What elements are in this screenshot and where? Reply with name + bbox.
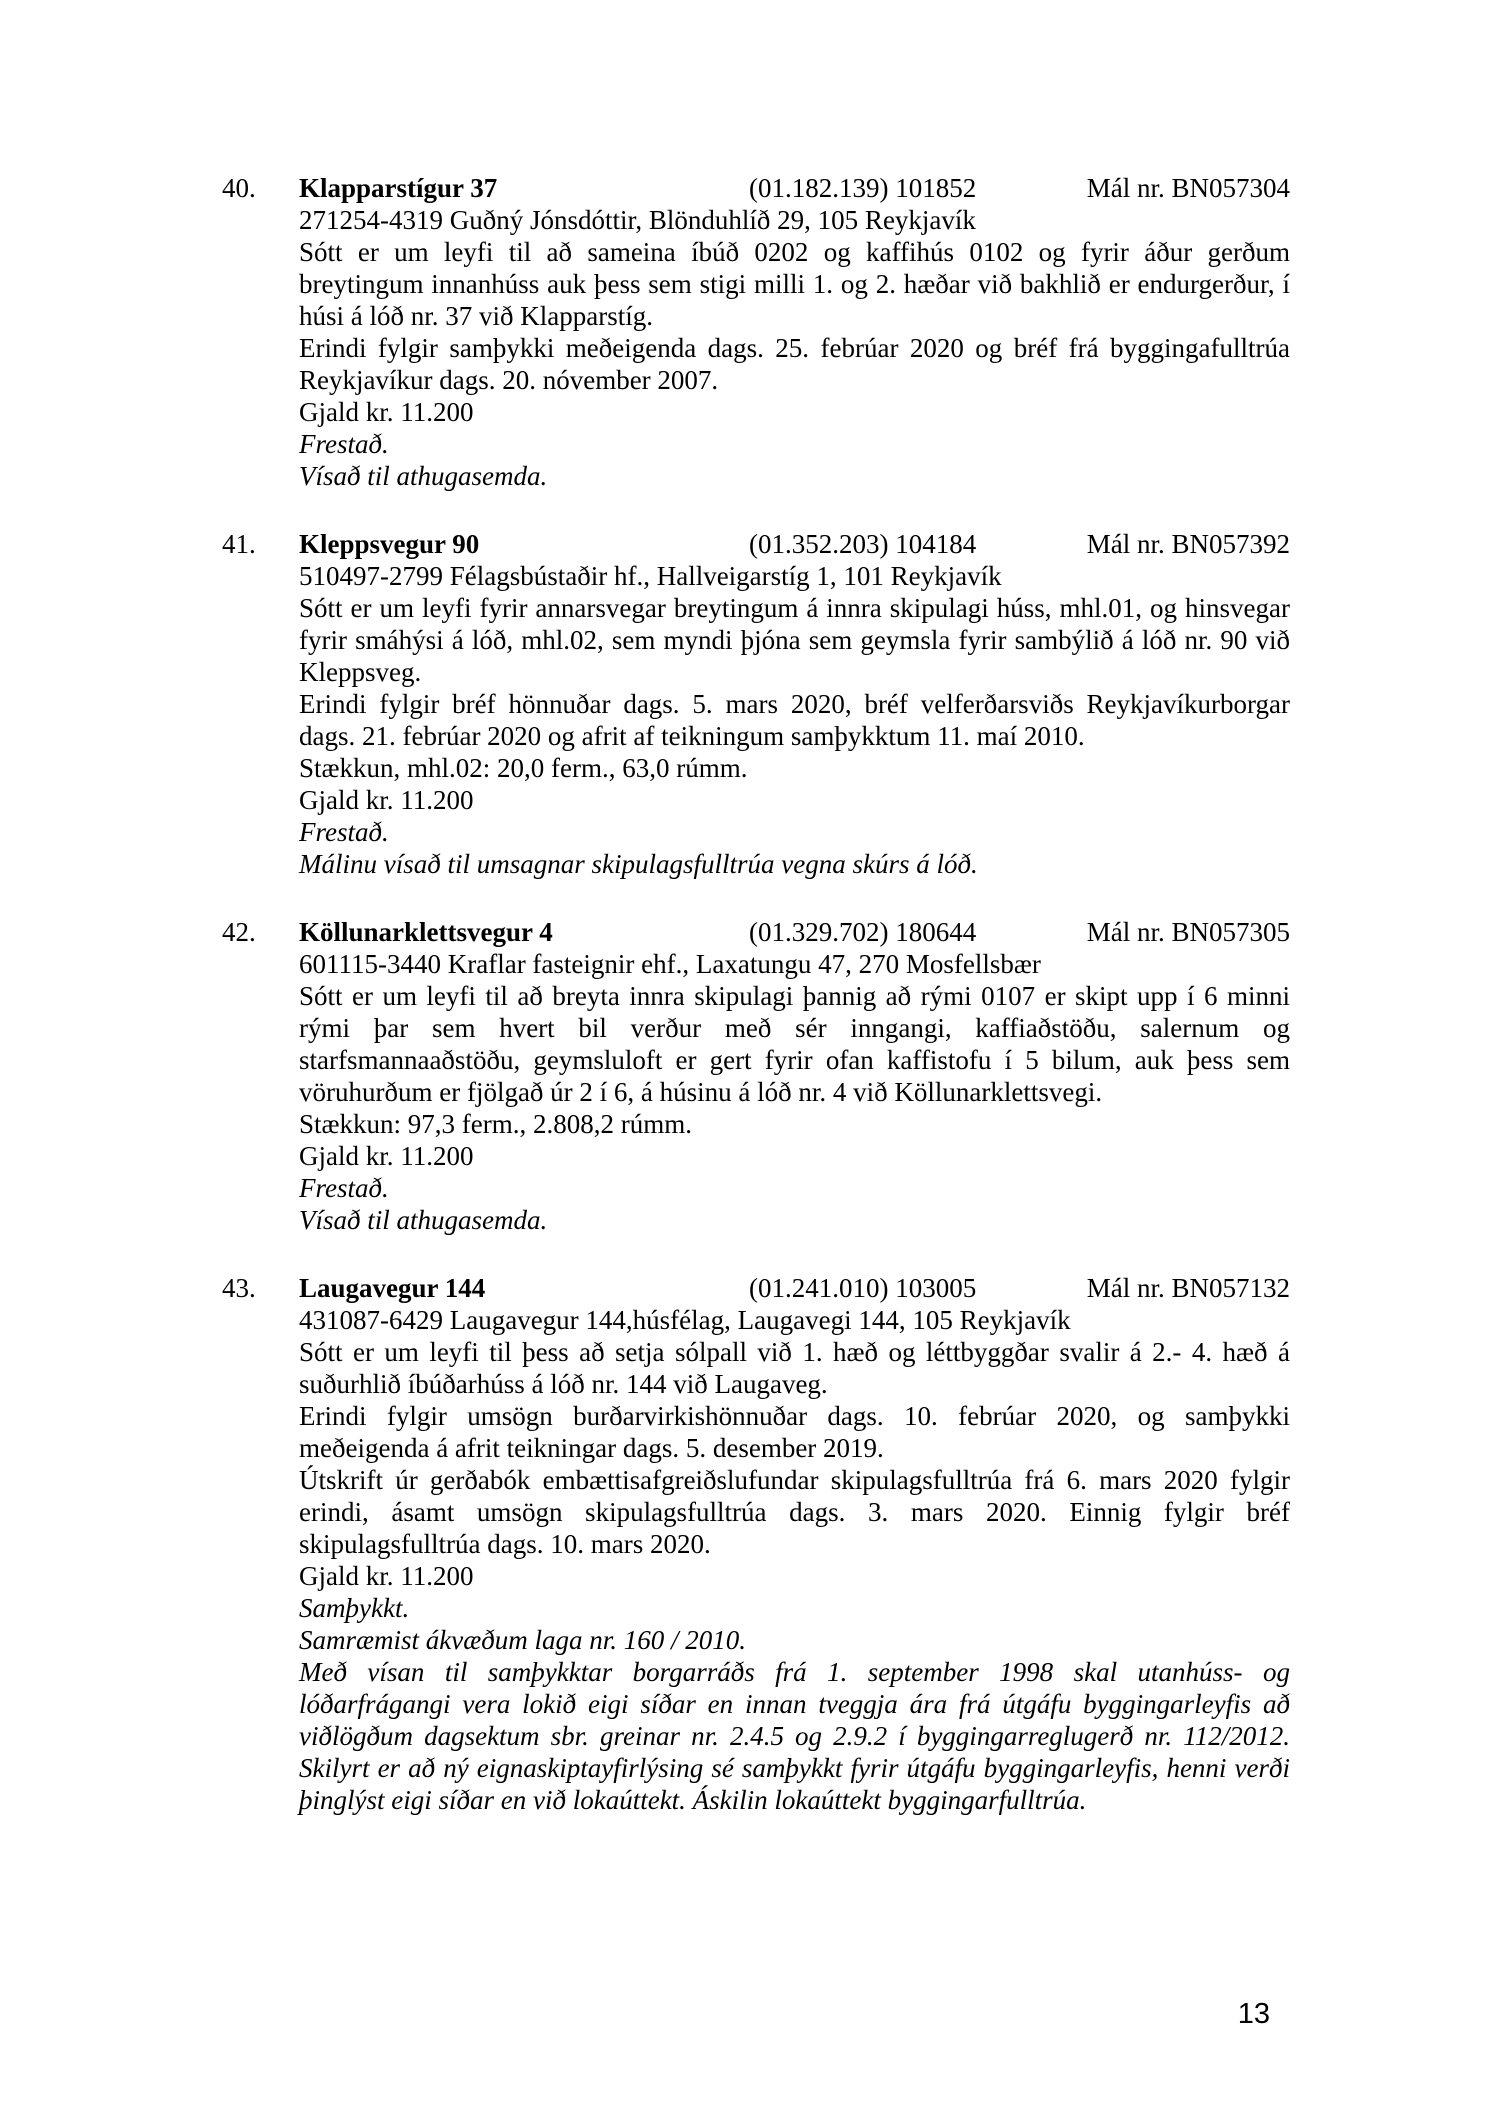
ruling-line: Samþykkt.	[299, 1593, 410, 1623]
street-address: Köllunarklettsvegur 4	[299, 917, 553, 947]
attachments-paragraph: Erindi fylgir umsögn burðarvirkishönnuðar dags. 10. febrúar 2020, og samþykki meðeigenda á afrit teikningar dags. 5. desember 2019.	[299, 1401, 1290, 1463]
case-number: Mál nr. BN057132	[1086, 1273, 1290, 1303]
agenda-item	[222, 916, 1290, 1236]
request-paragraph: Sótt er um leyfi til að sameina íbúð 0202 og kaffihús 0102 og fyrir áður gerðum breytingum innanhúss auk þess sem stigi milli 1. og 2. hæðar við bakhlið er endurgerður, í húsi á lóð nr. 37 við Klapparstíg.	[299, 237, 1290, 331]
applicant-line: 601115-3440 Kraflar fasteignir ehf., Laxatungu 47, 270 Mosfellsbær	[299, 949, 1041, 979]
item-header	[222, 1272, 1290, 1304]
agenda-items-list	[222, 172, 1290, 1816]
street-address: Kleppsvegur 90	[299, 529, 480, 559]
ruling-line: Málinu vísað til umsagnar skipulagsfulltrúa vegna skúrs á lóð.	[299, 849, 978, 879]
applicant-line: 271254-4319 Guðný Jónsdóttir, Blönduhlíð 29, 105 Reykjavík	[299, 205, 976, 235]
item-header	[222, 172, 1290, 204]
item-body	[299, 948, 1290, 1236]
item-header	[222, 916, 1290, 948]
size-line: Stækkun: 97,3 ferm., 2.808,2 rúmm.	[299, 1109, 692, 1139]
request-paragraph: Sótt er um leyfi fyrir annarsvegar breytingum á innra skipulagi húss, mhl.01, og hinsvegar fyrir smáhýsi á lóð, mhl.02, sem myndi þjóna sem geymsla fyrir sambýlið á lóð nr. 90 við Kleppsveg.	[299, 593, 1290, 687]
ruling-line: Samræmist ákvæðum laga nr. 160 / 2010.	[299, 1625, 747, 1655]
agenda-item	[222, 528, 1290, 880]
agenda-item	[222, 1272, 1290, 1816]
property-reference: (01.241.010) 103005	[749, 1273, 977, 1303]
applicant-line: 510497-2799 Félagsbústaðir hf., Hallveigarstíg 1, 101 Reykjavík	[299, 561, 1002, 591]
property-reference: (01.352.203) 104184	[749, 529, 977, 559]
street-address: Klapparstígur 37	[299, 173, 498, 203]
item-body	[299, 1304, 1290, 1816]
agenda-item	[222, 172, 1290, 492]
case-number: Mál nr. BN057304	[1086, 173, 1290, 203]
ruling-line: Frestað.	[299, 817, 389, 847]
ruling-line: Vísað til athugasemda.	[299, 461, 548, 491]
item-number: 43.	[222, 1273, 256, 1303]
request-paragraph: Sótt er um leyfi til þess að setja sólpall við 1. hæð og léttbyggðar svalir á 2.- 4. hæð á suðurhlið íbúðarhúss á lóð nr. 144 við Laugaveg.	[299, 1337, 1290, 1399]
item-body	[299, 204, 1290, 492]
fee-line: Gjald kr. 11.200	[299, 1561, 474, 1591]
ruling-note-paragraph: Með vísan til samþykktar borgarráðs frá 1. september 1998 skal utanhúss- og lóðarfrágangi vera lokið eigi síðar en innan tveggja ára frá útgáfu byggingarleyfis að viðlögðum dagsektum sbr. greinar nr. 2.4.5 og 2.9.2 í byggingarreglugerð nr. 112/2012. Skilyrt er að ný eignaskiptayfirlýsing sé samþykkt fyrir útgáfu byggingarleyfis, henni verði þinglýst eigi síðar en við lokaúttekt. Áskilin lokaúttekt byggingarfulltrúa.	[299, 1657, 1290, 1815]
item-number: 41.	[222, 529, 256, 559]
item-body	[299, 560, 1290, 880]
item-number: 40.	[222, 173, 256, 203]
applicant-line: 431087-6429 Laugavegur 144,húsfélag, Laugavegi 144, 105 Reykjavík	[299, 1305, 1071, 1335]
case-number: Mál nr. BN057392	[1086, 529, 1290, 559]
ruling-line: Vísað til athugasemda.	[299, 1205, 548, 1235]
property-reference: (01.329.702) 180644	[749, 917, 977, 947]
street-address: Laugavegur 144	[299, 1273, 486, 1303]
attachments-paragraph: Erindi fylgir bréf hönnuðar dags. 5. mars 2020, bréf velferðarsviðs Reykjavíkurborgar dags. 21. febrúar 2020 og afrit af teikningum samþykktum 11. maí 2010.	[299, 689, 1290, 751]
property-reference: (01.182.139) 101852	[749, 173, 977, 203]
size-line: Stækkun, mhl.02: 20,0 ferm., 63,0 rúmm.	[299, 753, 748, 783]
case-number: Mál nr. BN057305	[1086, 917, 1290, 947]
page-number: 13	[1237, 1998, 1270, 2030]
ruling-line: Frestað.	[299, 429, 389, 459]
fee-line: Gjald kr. 11.200	[299, 785, 474, 815]
ruling-line: Frestað.	[299, 1173, 389, 1203]
request-paragraph: Sótt er um leyfi til að breyta innra skipulagi þannig að rými 0107 er skipt upp í 6 minni rými þar sem hvert bil verður með sér inngangi, kaffiaðstöðu, salernum og starfsmannaaðstöðu, geymsluloft er gert fyrir ofan kaffistofu í 5 bilum, auk þess sem vöruhurðum er fjölgað úr 2 í 6, á húsinu á lóð nr. 4 við Köllunarklettsvegi.	[299, 981, 1290, 1107]
attachments-paragraph: Erindi fylgir samþykki meðeigenda dags. 25. febrúar 2020 og bréf frá byggingafulltrúa Reykjavíkur dags. 20. nóvember 2007.	[299, 333, 1290, 395]
fee-line: Gjald kr. 11.200	[299, 397, 474, 427]
fee-line: Gjald kr. 11.200	[299, 1141, 474, 1171]
attachments-paragraph: Útskrift úr gerðabók embættisafgreiðslufundar skipulagsfulltrúa frá 6. mars 2020 fylgir erindi, ásamt umsögn skipulagsfulltrúa dags. 3. mars 2020. Einnig fylgir bréf skipulagsfulltrúa dags. 10. mars 2020.	[299, 1465, 1290, 1559]
item-header	[222, 528, 1290, 560]
item-number: 42.	[222, 917, 256, 947]
